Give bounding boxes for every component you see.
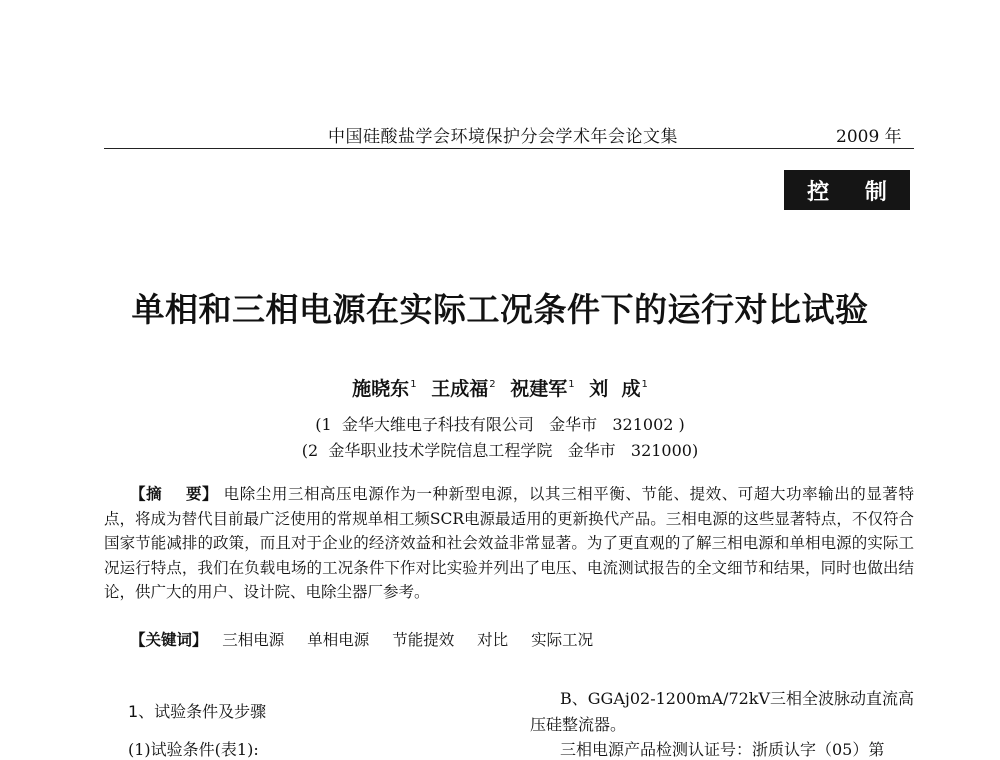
abstract: [104, 482, 914, 605]
section-tag: 控 制: [784, 170, 910, 210]
author-affiliation-mark: 1: [568, 379, 575, 390]
right-column-line: B、GGAj02-1200mA/72kV三相全波脉动直流高: [560, 689, 915, 708]
paper-title: 单相和三相电源在实际工况条件下的运行对比试验: [131, 290, 869, 329]
keyword: 节能提效: [392, 631, 455, 649]
author-affiliation-mark: 2: [489, 379, 496, 390]
author-affiliation-mark: 1: [410, 379, 417, 390]
abstract-text: 电除尘用三相高压电源作为一种新型电源，以其三相平衡、节能、提效、可超大功率输出的显著特点，将成为替代目前最广泛使用的常规单相工频SCR电源最适用的更新换代产品。三相电源的这些显著特点，不仅符合国家节能减排的政策，而且对于企业的经济效益和社会效益非常显著。为了更直观的了解三相电源和单相电源的实际工况运行特点，我们在负载电场的工况条件下作对比实验并列出了电压、电流测试报告的全文细节和结果，同时也做出结论，供广大的用户、设计院、电除尘器厂参考。: [104, 485, 914, 601]
keyword: 单相电源: [307, 631, 370, 649]
keywords: [130, 628, 611, 650]
right-column-line: 三相电源产品检测认证号：浙质认字（05）第: [560, 740, 885, 759]
author: [431, 378, 495, 400]
header-rule: [104, 148, 914, 149]
section-heading: 1、试验条件及步骤: [128, 702, 267, 721]
keywords-label: 【关键词】: [130, 631, 208, 649]
keyword: 三相电源: [222, 631, 285, 649]
author: [352, 378, 416, 400]
test-conditions-line: (1)试验条件(表1):: [128, 740, 259, 759]
abstract-label: 【摘 要】: [130, 485, 219, 503]
author-list: [0, 374, 1000, 401]
affiliation-2: (2 金华职业技术学院信息工程学院 金华市 321000): [301, 441, 699, 460]
keyword: 实际工况: [531, 631, 594, 649]
author-name: 王成福: [431, 378, 489, 400]
keyword: 对比: [477, 631, 509, 649]
author-name: 刘 成: [589, 378, 641, 400]
right-column-line: 压硅整流器。: [530, 715, 627, 734]
affiliation-1: (1 金华大维电子科技有限公司 金华市 321002 ): [315, 415, 685, 434]
journal-name: 中国硅酸盐学会环境保护分会学术年会论文集: [328, 127, 678, 147]
author-name: 祝建军: [510, 378, 568, 400]
author: [589, 378, 648, 400]
journal-year: 2009 年: [836, 127, 902, 147]
author-name: 施晓东: [352, 378, 410, 400]
author: [510, 378, 574, 400]
author-affiliation-mark: 1: [641, 379, 648, 390]
